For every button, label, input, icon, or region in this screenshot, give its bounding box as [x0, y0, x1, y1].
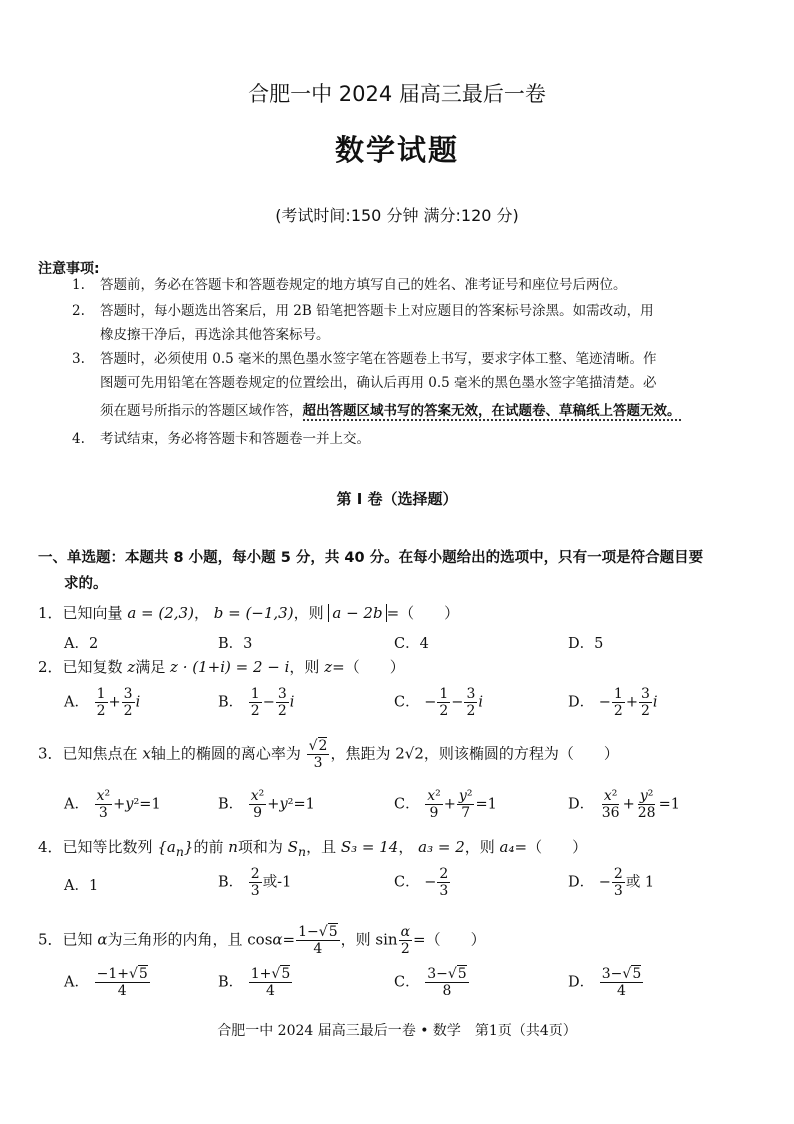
- note-num: 4.: [72, 431, 85, 447]
- option-d: D． − $\frac{1}{2}$ + $\frac{3}{2}$ i: [568, 686, 658, 719]
- note-3-cont2: [100, 398, 681, 424]
- option-c: C． − $\frac{2}{3}$: [394, 866, 449, 899]
- math-equation: S₃ = 14: [340, 838, 399, 856]
- question-text: 满足: [135, 658, 166, 676]
- question-number: 4．: [38, 838, 63, 856]
- option-b: B． $\frac{\text{x²}}{9}$ +y²=1: [218, 788, 315, 821]
- math-sum: $S_n$: [287, 838, 307, 859]
- option-a: A．1: [64, 878, 99, 894]
- option-c: C． $\frac{3-√5}{8}$: [394, 966, 467, 999]
- option-text: 或 1: [625, 874, 655, 891]
- option-label: D．: [568, 796, 595, 813]
- option-d: D． $\frac{\text{x²}}{36}$ + $\frac{\text{y²}}{28}$ =1: [568, 788, 680, 821]
- option-label: C．: [394, 974, 420, 991]
- math-var: z: [127, 658, 136, 676]
- math-var: z: [324, 658, 333, 676]
- question-text: ，则: [464, 838, 495, 856]
- question-text: 已知向量: [62, 604, 123, 622]
- question-text: ，焦距为: [330, 744, 391, 763]
- option-c: C．4: [394, 636, 429, 652]
- question-text: 项和为: [237, 838, 283, 856]
- option-label: A．: [64, 694, 89, 711]
- math-sequence: $\{a_n\}$: [157, 838, 194, 859]
- question-text: 已知: [62, 930, 93, 949]
- question-4: [38, 836, 587, 859]
- option-label: C．: [394, 874, 420, 891]
- option-a: A． $\frac{-1+√5}{4}$: [64, 966, 148, 999]
- math-expression: a − 2b: [332, 604, 383, 622]
- note-3: [72, 346, 657, 372]
- section-title: 第 I 卷（选择题）: [336, 490, 458, 508]
- question-text: ，且: [306, 838, 337, 856]
- exam-title: 合肥一中 2024 届高三最后一卷: [248, 82, 546, 106]
- notes-heading: 注意事项:: [38, 261, 100, 277]
- option-label: B．: [218, 694, 244, 711]
- note-4: [72, 426, 370, 452]
- option-label: D．: [568, 694, 595, 711]
- note-2: [72, 298, 654, 324]
- note-num: 3.: [72, 351, 85, 367]
- question-1: 1．已知向量 a = (2,3)， b = (−1,3)，则 a − 2b =（ ）: [38, 604, 460, 622]
- math-equation: z · (1+i) = 2 − i: [170, 658, 290, 676]
- question-text: ，则该椭圆的方程为（ ）: [423, 744, 619, 763]
- question-text: 已知复数: [62, 658, 123, 676]
- question-text: ，则: [289, 658, 320, 676]
- math-vector-a: a = (2,3): [127, 604, 194, 622]
- math-var: n: [228, 838, 238, 856]
- note-text: 答题时，必须使用 0.5 毫米的黑色墨水签字笔在答题卷上书写，要求字体工整、笔迹清晰。作: [100, 351, 657, 367]
- question-number: 5．: [38, 930, 63, 949]
- note-text: 答题时，每小题选出答案后，用 2B 铅笔把答题卡上对应题目的答案标号涂黑。如需改动，用: [100, 303, 654, 319]
- option-label: C．: [394, 694, 420, 711]
- option-c: C． − $\frac{1}{2}$ − $\frac{3}{2}$ i: [394, 686, 484, 719]
- question-text: ，则: [340, 930, 371, 949]
- question-text: =（ ）: [514, 838, 588, 856]
- option-d: D． $\frac{3-√5}{4}$: [568, 966, 642, 999]
- option-b: B．3: [218, 636, 253, 652]
- option-label: D．: [568, 874, 595, 891]
- question-text: =（ ）: [413, 930, 486, 949]
- note-text: 答题前，务必在答题卡和答题卷规定的地方填写自己的姓名、准考证号和座位号后两位。: [100, 277, 627, 293]
- option-text: 或-1: [262, 874, 292, 891]
- question-5: 5．已知 α为三角形的内角，且 cosα= $\frac{1-√5}{4}$ ，则 sin $\frac{\alpha}{2}$ =（ ）: [38, 924, 486, 957]
- question-number: 2．: [38, 658, 63, 676]
- question-number: 1．: [38, 604, 63, 622]
- question-text: ，: [398, 838, 414, 856]
- option-a: A． $\frac{\text{x²}}{3}$ +y²=1: [64, 788, 161, 821]
- math-equation: a₃ = 2: [418, 838, 465, 856]
- note-3-cont: 图题可先用铅笔在答题卷规定的位置绘出，确认后再用 0.5 毫米的黑色墨水签字笔描清楚。必: [100, 375, 657, 391]
- question-text: ，则: [293, 604, 324, 622]
- subject-title: 数学试题: [334, 133, 459, 167]
- option-b: B． $\frac{1+√5}{4}$: [218, 966, 291, 999]
- note-num: 2.: [72, 303, 85, 319]
- option-a: A．2: [64, 636, 99, 652]
- option-d: D． − $\frac{2}{3}$ 或 1: [568, 866, 655, 899]
- math-var: α: [97, 930, 108, 949]
- option-b: B． $\frac{2}{3}$ 或-1: [218, 866, 292, 899]
- option-a: A． $\frac{1}{2}$ + $\frac{3}{2}$ i: [64, 686, 141, 719]
- math-expression: 2√2: [395, 744, 424, 763]
- option-label: A．: [64, 974, 89, 991]
- math-var: x: [142, 744, 151, 763]
- math-vector-b: b = (−1,3): [213, 604, 294, 622]
- question-text: 已知等比数列: [62, 838, 153, 856]
- note-emphasis: 超出答题区域书写的答案无效，在试题卷、草稿纸上答题无效。: [302, 403, 681, 419]
- option-label: C．: [394, 796, 420, 813]
- question-text: =（ ）: [386, 604, 460, 622]
- section-instructions-cont: 求的。: [64, 576, 108, 592]
- option-label: A．: [64, 796, 89, 813]
- note-text: 须在题号所指示的答题区域作答，: [100, 403, 303, 419]
- question-text: 轴上的椭圆的离心率为: [150, 744, 301, 763]
- option-d: D．5: [568, 636, 604, 652]
- question-text: 已知焦点在: [62, 744, 138, 763]
- note-2-cont: 橡皮擦干净后，再选涂其他答案标号。: [100, 327, 330, 343]
- section-instructions: 一、单选题：本题共 8 小题，每小题 5 分，共 40 分。在每小题给出的选项中，只有一项是符合题目要: [38, 550, 704, 566]
- option-label: D．: [568, 974, 595, 991]
- question-2: [38, 656, 405, 677]
- math-var: a₄: [499, 838, 515, 856]
- note-1: [72, 272, 627, 298]
- question-3: 3．已知焦点在 x轴上的椭圆的离心率为 $\frac{√2}{3}$ ，焦距为 2√2，则该椭圆的方程为（ ）: [38, 738, 619, 771]
- option-label: B．: [218, 874, 244, 891]
- question-text: 为三角形的内角，且: [107, 930, 243, 949]
- option-b: B． $\frac{1}{2}$ − $\frac{3}{2}$ i: [218, 686, 295, 719]
- question-number: 3．: [38, 744, 63, 763]
- page-footer: 合肥一中 2024 届高三最后一卷 • 数学 第1页（共4页）: [217, 1023, 577, 1039]
- question-text: 的前: [193, 838, 224, 856]
- option-label: B．: [218, 796, 244, 813]
- note-num: 1.: [72, 277, 85, 293]
- option-label: B．: [218, 974, 244, 991]
- option-c: C． $\frac{\text{x²}}{9}$ + $\frac{\text{y²}}{7}$ =1: [394, 788, 497, 821]
- question-text: =（ ）: [332, 658, 405, 676]
- exam-info: (考试时间:150 分钟 满分:120 分): [275, 206, 519, 225]
- note-text: 考试结束，务必将答题卡和答题卷一并上交。: [100, 431, 370, 447]
